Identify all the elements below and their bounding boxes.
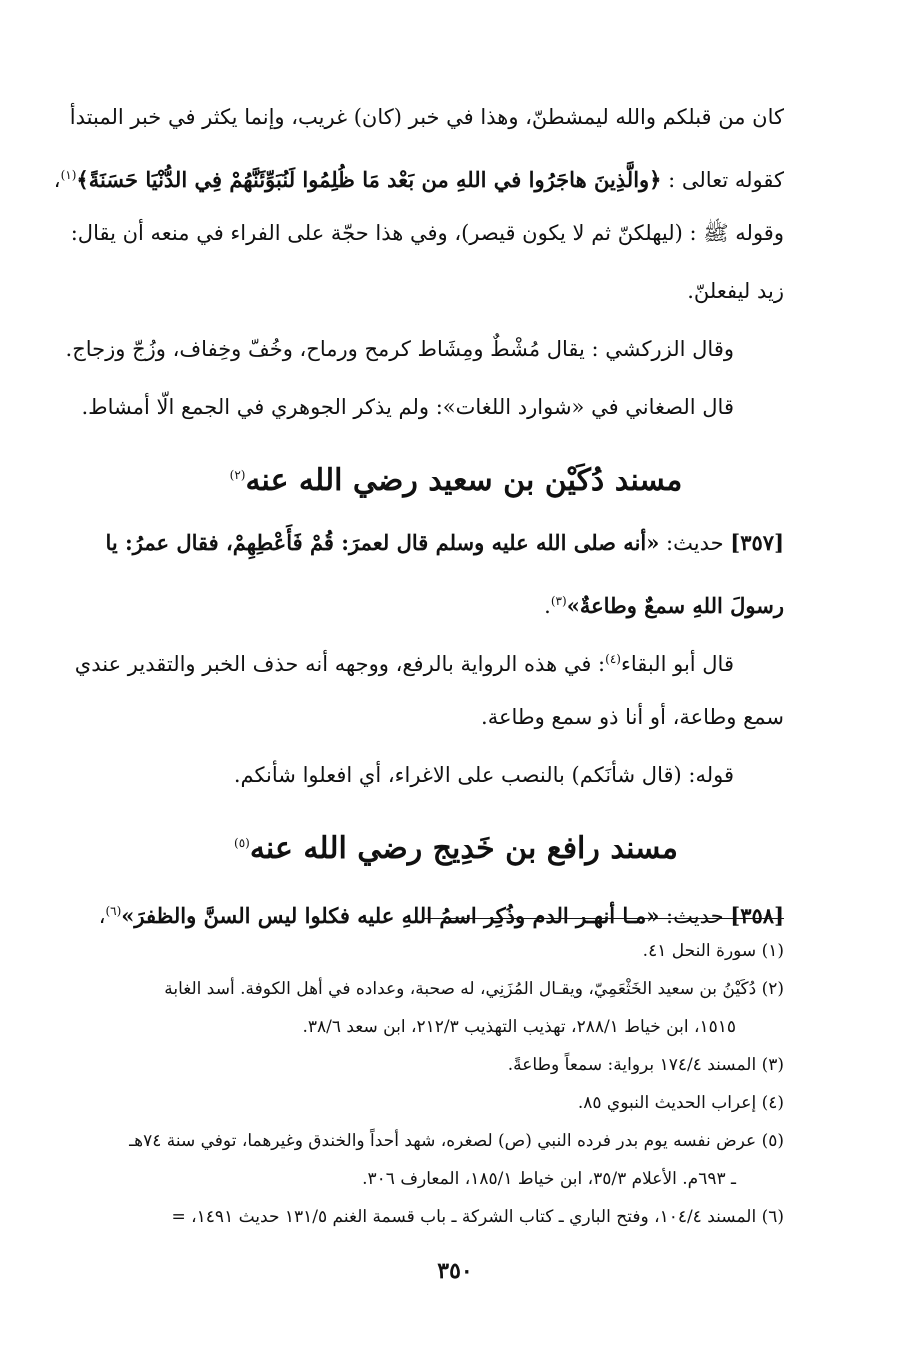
- text-span: قال أبو البقاء: [620, 652, 734, 676]
- text-line: وقال الزركشي : يقال مُشْطٌ ومِشَاط كرمح ورماح، وخُفّ وخِفاف، وزُجّ وزجاج.: [65, 337, 734, 361]
- footnote-2-continued: ١٥١٥، ابن خياط ٢٨٨/١، تهذيب التهذيب ٢١٢/٣، ابن سعد ٣٨/٦.: [302, 1017, 736, 1037]
- footnote-ref: (٣): [550, 594, 567, 608]
- hadith-text: «مـا أنهـر الدم وذُكِر اسمُ اللهِ عليه فكلوا ليس السنَّ والظفرَ»: [121, 903, 660, 928]
- hadith-number: [٣٥٨]: [730, 903, 784, 928]
- hadith-number: [٣٥٧]: [730, 530, 784, 555]
- heading-text: مسند دُكَيْن بن سعيد رضي الله عنه: [245, 463, 683, 498]
- text-span: : في هذه الرواية بالرفع، ووجهه أنه حذف الخبر والتقدير عندي: [74, 652, 606, 676]
- quran-verse: ﴿والَّذِينَ هاجَرُوا في اللهِ من بَعْد مَا ظُلِمُوا لَنُبَوِّئَنَّهُمْ فِي الدُّنْيَا حَسَنَةً﴾: [76, 167, 662, 192]
- hadith-text: رسولَ اللهِ سمعٌ وطاعةٌ»: [566, 593, 784, 618]
- text-line: [58, 630, 784, 688]
- footnote-ref: (٥): [234, 836, 250, 850]
- footnotes: [40, 932, 784, 1236]
- footnote-separator: [424, 918, 784, 919]
- footnote-4: (٤) إعراب الحديث النبوي ٨٥.: [577, 1093, 784, 1113]
- footnote-ref: (٤): [605, 652, 621, 666]
- text-line: وقوله ﷺ : (ليهلكنّ ثم لا يكون قيصر)، وفي هذا حجّة على الفراء في منعه أن يقال:: [70, 221, 784, 245]
- main-text: [53, 88, 784, 940]
- footnote-6: (٦) المسند ١٠٤/٤، وفتح الباري ـ كتاب الشركة ـ باب قسمة الغنم ١٣١/٥ حديث ١٤٩١، =: [171, 1207, 784, 1227]
- text-line: قوله: (قال شأنَكم) بالنصب على الاغراء، أي افعلوا شأنكم.: [233, 763, 734, 787]
- paragraph-4: [58, 630, 784, 746]
- hadith-text: «أنه صلى الله عليه وسلم قال لعمرَ: قُمْ فَأَعْطِهِمْ، فقال عمرُ: يا: [105, 530, 660, 555]
- footnote-2: (٢) دُكَيْنُ بن سعيد الخَثْعَمِيّ، ويقـال المُزَنِي، له صحبة، وعداده في أهل الكوفة. أسد الغابة: [164, 979, 784, 999]
- section-heading-dukayn: [58, 436, 784, 514]
- text-span: .: [544, 594, 551, 618]
- paragraph-5: [58, 746, 784, 804]
- footnote-ref: (٦): [105, 904, 122, 918]
- text-span: حديث:: [659, 904, 731, 928]
- page-number: ٣٥٠: [437, 1258, 473, 1284]
- text-span: كقوله تعالى :: [661, 168, 784, 192]
- text-span: ،: [53, 168, 61, 192]
- text-span: ،: [98, 904, 106, 928]
- footnote-5-continued: ـ ٦٩٣م. الأعلام ٣٥/٣، ابن خياط ١٨٥/١، المعارف ٣٠٦.: [362, 1169, 736, 1189]
- text-line: سمع وطاعة، أو أنا ذو سمع وطاعة.: [481, 705, 784, 729]
- footnote-1: (١) سورة النحل ٤١.: [642, 941, 784, 961]
- text-line: [58, 514, 784, 572]
- footnote-ref: (٢): [229, 468, 246, 482]
- text-line: قال الصغاني في «شوارد اللغات»: ولم يذكر الجوهري في الجمع الّا أمشاط.: [81, 395, 734, 419]
- section-heading-rafi: [58, 804, 784, 882]
- text-line: [58, 572, 784, 630]
- text-line: [53, 146, 784, 204]
- footnote-3: (٣) المسند ١٧٤/٤ برواية: سمعاً وطاعةً.: [507, 1055, 784, 1075]
- paragraph-3: [58, 378, 784, 436]
- hadith-357: [58, 514, 784, 630]
- text-line: كان من قبلكم والله ليمشطنّ، وهذا في خبر (كان) غريب، وإنما يكثر في خبر المبتدأ: [69, 105, 784, 129]
- footnote-5: (٥) عرض نفسه يوم بدر فرده النبي (ص) لصغره، شهد أحداً والخندق وغيرهما، توفي سنة ٧٤هـ: [129, 1131, 784, 1151]
- paragraph-1: [53, 88, 784, 320]
- text-line: زيد ليفعلنّ.: [687, 279, 784, 303]
- paragraph-2: [58, 320, 784, 378]
- footnote-ref: (١): [60, 168, 77, 182]
- text-span: حديث:: [659, 531, 731, 555]
- heading-text: مسند رافع بن خَدِيج رضي الله عنه: [249, 831, 678, 866]
